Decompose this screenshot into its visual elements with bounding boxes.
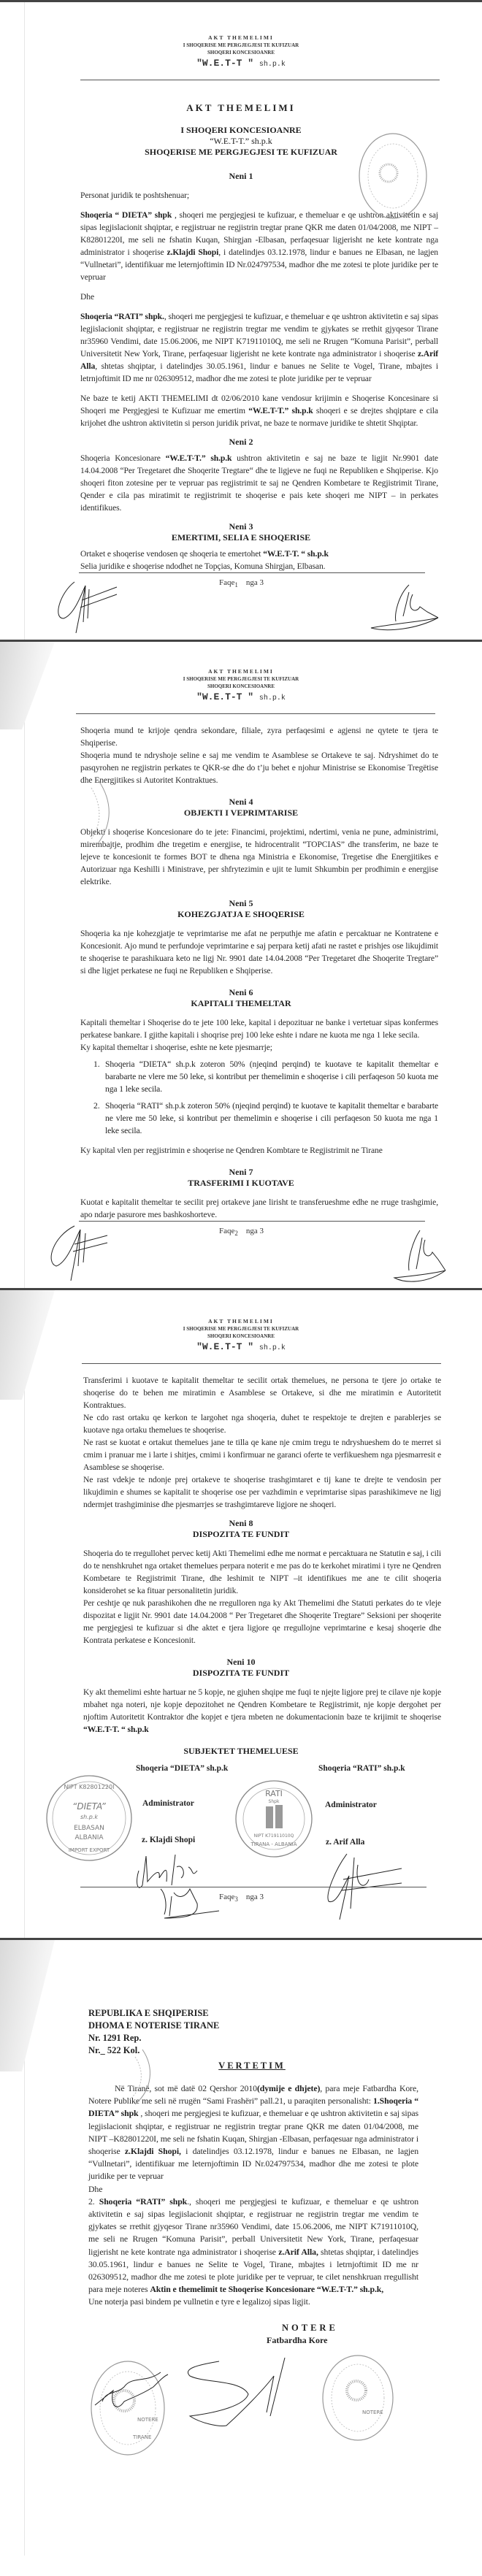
page-label: Faqe (219, 1893, 235, 1901)
founder-role: Administrator (325, 1801, 377, 1809)
running-header-line3: SHOQERI KONCESIOANRE (207, 683, 275, 689)
running-header-line3: SHOQERI KONCESIOANRE (207, 1333, 275, 1339)
paragraph: Personat juridik te poshtshenuar; (80, 191, 190, 200)
article-heading: Neni 10 (226, 1657, 256, 1667)
paragraph: Ky kapital vlen per regjistrimin e shoqerise ne Qendren Kombtare te Regjistrimit ne Tirane (80, 1146, 383, 1155)
article-title: EMERTIMI, SELIA E SHOQERISE (171, 532, 311, 543)
paragraph: Shoqeria mund te ndryshoje seline e saj me vendim te Asamblese se Ortakeve te saj. Ndryshimet do te pasqyrohen ne regjistrin perkates te QKR-se dhe do t’ju behet e njohur Ministrise se Ekonomise Tregëtise dhe Energjitikes si Autoritet Kontraktues. (80, 751, 438, 785)
page-current: 1 (234, 581, 238, 589)
page-current: 2 (234, 1230, 238, 1238)
article-title: KOHEZGJATJA E SHOQERISE (177, 909, 305, 919)
stamp-text: NOTERE (362, 2409, 383, 2415)
page-label: Faqe (219, 1227, 235, 1235)
article-title: DISPOZITA TE FUNDIT (192, 1668, 290, 1678)
share-list-item (93, 1100, 438, 1137)
text: Ortaket e shoqerise vendosen qe shoqeria te emertohet (80, 549, 264, 559)
paragraph: Ne rast se kuotat e ortakut themelues jane te tilla qe kane nje cmim tregu te ndryshueshem do te merret si cmim i pranuar me i larte i shitjes, cmimi i konfirmuar ne garanci oferte te verfikueshem nga pjesmarresit e Asamblese se shoqerise. (83, 1438, 441, 1472)
collection-number: Nr._ 522 Kol. (88, 2045, 140, 2055)
page-label: Faqe (219, 578, 235, 587)
republic-heading: REPUBLIKA E SHQIPERISE (88, 2008, 209, 2018)
page-1 (0, 0, 482, 640)
paragraph (80, 548, 438, 560)
document-subtitle: I SHOQERI KONCESIOANRE (180, 125, 302, 135)
company-name: "W.E.T-T " (196, 1341, 254, 1352)
bold-text: “W.E.T-T. “ sh.p.k (83, 1725, 149, 1734)
stamp-text: TIRANA - ALBANIA (250, 1841, 297, 1847)
paragraph: Dhe (88, 2183, 103, 2194)
share-list-item (93, 1058, 438, 1095)
founder-company-rati: Shoqeria “RATI” sh.p.k (318, 1764, 405, 1773)
paragraph: Objekti i shoqerise Koncesionare do te jete: Financimi, projektimi, ndertimi, venia ne pune, administrimi, mirembajtje, prodhim dhe tregetim e energjise, te hidrocentralit “TOPCIAS” dhe transferim, ne baze te lejeve te koncesionit te formes BOT te dhena nga Ministria e Ekonomise, Tregetise dhe Energjitikes e Autorizuar nga Keshilli i Ministrave, per shfrytezimin e ujit te lumit Shkumbin per prodhimin e energjise elektrike. (80, 827, 438, 886)
article-heading: Neni 4 (229, 797, 253, 807)
footer-rule (79, 572, 425, 573)
page-number (219, 578, 264, 589)
bold-text: Shoqeria “RATI” shpk. (80, 312, 164, 321)
running-header-line2: I SHOQERISE ME PERGJEGJESI TE KUFIZUAR (183, 1326, 299, 1332)
bold-text: “W.E.T-T.” sh.p.k (248, 406, 313, 415)
signature-right (394, 1227, 475, 1285)
list-text: Shoqeria “RATI“ sh.p.k zoteron 50% (njeqind perqind) te kuotave te kapitalit themeltar e barabarte ne vlere me 50 leke, si kontribut per themelimin e shoqerise i cili perfaqeson 50 kuota me nga 1 leke secila. (105, 1101, 438, 1135)
paragraph: Shoqeria ka nje kohezgjatje te veprimtarise me afat ne perputhje me afatin e percaktuar ne Kontratene e Koncesionit. Ajo mund te perfundoje veprimtarine e saj perpara ketij afati ne rastet e prishjes ose likujdimit te shoqerise te parashikuara keto ne ligj Nr. 9901 date 14.04.2008 “Per Tregetaret dhe Shoqerite Tregtare” si dhe ligjet perkatese ne fuqi ne Republiken e Shqiperise. (80, 929, 438, 975)
bold-text: (dymije e dhjete) (256, 2083, 321, 2093)
stamp-text: Shpk (268, 1799, 280, 1804)
notary-seal-area (0, 2353, 482, 2462)
notary-signatures (73, 2361, 402, 2442)
signature-left (45, 1222, 115, 1284)
paragraph: Ky kapital themeltar i shoqerise, eshte ne kete pjesmarrje; (80, 1043, 272, 1052)
company-stamp-dieta (45, 1773, 133, 1864)
paragraph: Selia juridike e shoqerise ndodhet ne Topçias, Komuna Shirgjan, Elbasan. (80, 561, 326, 571)
certificate-body (88, 2196, 418, 2296)
text: , shoqeri me pergjegjesi te kufizuar, e themeluar e qe ushtron aktivitetin e saj sipas legjislacionit shqiptar, e regjistruar ne regjistrin tregtar me vendim te gjykates se rrethit gjyqesor Tirane nr35960 Vendimi, date 15.06.2006, me NIPT K71911010Q, me seli ne Rrugen “Komuna Parisit”, perball Universitetit New York, Tirane, perfaqesuar ligjerisht ne kete kontrate nga administrator i shoqerise (80, 312, 439, 359)
bold-text: 1.Shoqeria “ DIETA” shpk (88, 2096, 418, 2119)
share-list (80, 1058, 438, 1137)
running-header-name (0, 691, 482, 705)
page-total: nga 3 (245, 1893, 264, 1901)
article-title: OBJEKTI I VEPRIMTARISE (183, 808, 299, 818)
article-heading: Neni 3 (229, 521, 253, 532)
paragraph: Kapitali themeltar i Shoqerise do te jete 100 leke, kapital i depozituar ne banke i vertetuar sipas konfermes perkatese bankare. I gjithe kapitali i shoqrise prej 100 leke eshte i ndare ne kuota me nga 1 leke secila. (80, 1018, 438, 1040)
text: Në Tiranë, sot më datë 02 Qershor 2010 (115, 2083, 257, 2093)
bold-text: Aktin e themelimit te Shoqerise Koncesionare “W.E.T-T.” sh.p.k, (150, 2284, 384, 2295)
stamp-text: IMPORT EXPORT (68, 1847, 110, 1853)
founders-block (0, 1763, 482, 1887)
text: shoqeri e se drejtes shqiptare e cila krijohet dhe ushtron aktivitetin si person juridik privat, ne baze te normave juridike te shtetit Shqiptar. (80, 406, 438, 428)
company-suffix: sh.p.k (259, 61, 286, 69)
document-subtitle: “W.E.T-T.” sh.p.k (210, 136, 272, 146)
bold-text: Shoqeria “RATI” shpk (99, 2196, 188, 2207)
running-header-title: AKT THEMELIMI (208, 668, 274, 675)
text: ushtron aktivitetin e saj ne baze te ligjit Nr.9901 date 14.04.2008 “Per Tregetaret dhe Shoqerite Tregtare“ dhe te ligjeve ne fuqi ne Republiken e Shqiperise. Kjo shoqeri fiton zotesine per te vepruar pas regjistrimit te saj ne Qendren Kombetare te Regjistrimit Tirane, Qender e cila pas miratimit te regjistrimit te shoqerise e pais kete shoqeri me NIPT – in perkates identifikues. (80, 453, 438, 513)
page-total: nga 3 (245, 1227, 264, 1235)
list-number: 1. (93, 1059, 100, 1069)
header-rule (76, 713, 435, 714)
page-footer (0, 1887, 482, 1938)
foundation-paragraph (80, 392, 438, 429)
certificate-title: VERTETIM (218, 2061, 286, 2071)
text: shtetas shqiptar, i datelindjes 30.05.1961, lindur e banues ne Selite te Vogel, Tirane, mbajtes i letrnjoftimit ID me nr 026309512, madhor dhe me zotesi te plote juridike per te vepruar, te cilet nenshkruan rregullisht para meje noteres (88, 2246, 419, 2295)
text: i datelindjes 03.12.1978, lindur e banues ne Elbasan, ne lagjen “Vullnetari”, identifikuar me leternjoftimin ID Nr.024797534, madhor dhe me zotesi te plote juridike per te vepruar (88, 2146, 418, 2182)
founder-name: z. Klajdi Shopi (142, 1836, 196, 1844)
article-heading: Neni 1 (229, 171, 253, 181)
signature-left (53, 578, 122, 637)
paragraph: Ne rast vdekje te ndonje prej ortakeve te shoqerise trashgimtaret e tij kane te drejte te vendosin per likujdimin e shumes se kapitalit te shoqerise ose per vazhdimin e veprimtarise sipas parashikimeve ne ligj ndermjet trashgiminise dhe pjesmarrjes se trashgimtareve ligjore ne shoqeri. (83, 1475, 441, 1509)
bold-text: z.Klajdi Shopi (167, 248, 219, 257)
paragraph (83, 1686, 441, 1736)
stamp-text: RATI (265, 1789, 283, 1798)
page-2 (0, 640, 482, 1288)
notary-stamp (356, 131, 429, 226)
page-total: nga 3 (245, 578, 264, 587)
founders-heading: SUBJEKTET THEMELUESE (183, 1746, 299, 1756)
founder-role: Administrator (142, 1799, 194, 1808)
text: , shoqeri me pergjegjesi te kufizuar, e themeluar e qe ushtron aktivitetin e saj sipas legjislacionit shqiptar, e regjistruar ne regjistrin tregtar prane QKR me daten 01/04/2008, me NIPT –K82801220I, me seli ne fshatin Kuqan, Shirgjan -Elbasan, perfaqesuar nga administrator i shoqerise (88, 2108, 418, 2157)
article-heading: Neni 8 (229, 1518, 253, 1528)
running-header-line2: I SHOQERISE ME PERGJEGJESI TE KUFIZUAR (183, 676, 299, 682)
text: , i datelindjes 03.12.1978, lindur e banues ne Elbasan, ne lagjen “Vullnetari”, identifikuar me leternjoftimin ID Nr.024797534, madhor dhe me zotesi te plote juridike per te vepruar (80, 248, 438, 282)
bold-text: z.Klajdi Shopi, (124, 2146, 181, 2157)
paragraph: Une noterja pasi bindem pe vullnetin e tyre e legalizoj sipas ligjit. (88, 2296, 310, 2307)
notary-title: NOTERE (282, 2322, 338, 2333)
stamp-text: ALBANIA (74, 1834, 104, 1841)
text: , shtetas shqiptar, i datelindjes 30.05.1961, lindur e banues ne Selite te Vogel, Tirane, mbajtes i letrnjoftimit ID me nr 026309512, madhor dhe me zotesi te plote juridike per te vepruar (80, 361, 438, 383)
text: Ne baze te ketij AKTI THEMELIMI dt 02/06/2010 kane vendosur krijimin e Shoqerise Koncesinare si Shoqeri me Pergjegjesi te Kufizuar me emertim (80, 394, 438, 415)
notary-stamp-partial (69, 781, 113, 846)
stamp-text: sh.p.k (80, 1814, 99, 1820)
bold-text: z.Arif Alla, (278, 2246, 318, 2257)
article-title: TRASFERIMI I KUOTAVE (188, 1178, 294, 1188)
article-heading: Neni 7 (229, 1167, 253, 1177)
running-header-line2: I SHOQERISE ME PERGJEGJESI TE KUFIZUAR (183, 42, 299, 48)
notary-name: Fatbardha Kore (267, 2334, 328, 2345)
article-heading: Neni 2 (229, 437, 253, 447)
running-header-name (0, 1341, 482, 1354)
stamp-text: ELBASAN (74, 1825, 104, 1832)
running-header-title: AKT THEMELIMI (208, 1318, 274, 1325)
company-name: "W.E.T-T " (196, 691, 254, 702)
text: 2. (88, 2196, 99, 2207)
list-number: 2. (93, 1101, 100, 1111)
text: ., shoqeri me pergjegjesi te kufizuar, e themeluar e qe ushtron aktivitetin e saj sipas legjislacionit shqiptar, e regjistruar ne regjistrin tregtar me vendim te gjykates se rrethit gjyqesor Tirane nr35960 Vendimi, date 15.06.2006, me NIPT K71911010Q, me seli ne Rrugen “Komuna Parisit”, perball Universitetit New York, Tirane, perfaqesuar ligjerisht ne kete kontrate nga administrator i shoqerise (88, 2196, 418, 2257)
bold-text: “W.E.T-T. “ sh.p.k (263, 549, 329, 559)
text: Ky akt themelimi eshte hartuar ne 5 kopje, ne gjuhen shqipe me fuqi te njejte ligjore prej te cilave nje kopje mbahet nga noteri, nje kopje depozitohet ne Qendren Kombetare te Regjistrimit, nje kopje dergohet per njoftim Autoritetit Kontraktor dhe kopjet e tjera mbeten ne dokumentacionin baze te krijimit te shoqerise (83, 1687, 441, 1722)
repertory-number: Nr. 1291 Rep. (88, 2033, 142, 2043)
article-title: KAPITALI THEMELTAR (191, 998, 291, 1008)
running-header-name (0, 58, 482, 71)
company-name: "W.E.T-T " (196, 58, 254, 69)
running-header-title: AKT THEMELIMI (208, 34, 274, 41)
footer-rule (79, 1221, 425, 1222)
founder-company-dieta: Shoqeria “DIETA” sh.p.k (136, 1764, 229, 1773)
article-title: DISPOZITA TE FUNDIT (192, 1529, 290, 1539)
paragraph: Dhe (80, 292, 95, 302)
paragraph (80, 452, 438, 514)
stamp-text: NIPT K82801220I (64, 1784, 115, 1790)
paragraph: Shoqeria do te rregullohet pervec ketij Akti Themelimi edhe me normat e percaktuara ne Statutin e saj, i cili do te nenshkruhet nga ortaket themelues perpara noterit e me pas do te kerkohet miratimi i tyre ne Qendren Kombetare te Regjistrimit Tirane, dhe leshimit te NIPT –it identifikues me ane te cilit shoqeria konsiderohet se ka fituar personalitetin juridik. (83, 1549, 441, 1595)
party-rati-paragraph (80, 310, 438, 385)
stamp-text: NOTERE (137, 2416, 158, 2423)
company-suffix: sh.p.k (259, 1344, 286, 1352)
chamber-heading: DHOMA E NOTERISE TIRANE (88, 2020, 220, 2031)
page-footer (0, 1221, 482, 1288)
paragraph: Ne cdo rast ortaku qe kerkon te largohet nga shoqeria, duhet te respektoje te drejten e parablerjes se kuotave nga ortaku themelues te shoqerise. (83, 1413, 441, 1435)
founder-name: z. Arif Alla (326, 1838, 365, 1847)
page-number (219, 1893, 264, 1903)
document-title: AKT THEMELIMI (186, 102, 296, 113)
page-4 (0, 1938, 482, 2576)
list-text: Shoqeria “DIETA“ sh.p.k zoteron 50% (njeqind perqind) te kuotave te kapitalit themeltar e barabarte ne vlere me 50 leke, si kontribut per themelimin e shoqerise i cili perfaqeson 50 kuota me nga 1 leke secila. (105, 1059, 438, 1094)
page-3 (0, 1288, 482, 1938)
document-subtitle: SHOQERISE ME PERGJEGJESI TE KUFIZUAR (145, 147, 337, 157)
page-number (219, 1227, 264, 1237)
stamp-text: NIPT K71911010Q (253, 1833, 294, 1839)
page-current: 3 (234, 1895, 238, 1904)
paragraph: Shoqeria mund te krijoje qendra sekondare, filiale, zyra perfaqesimi e agjensi ne qytete te tjera te Shqiperise. (80, 726, 438, 748)
text: Shoqeria Koncesionare (80, 453, 166, 463)
text: , shoqeri me pergjegjesi te kufizuar, e themeluar e qe ushtron aktivitetin e saj sipas legjislacionit shqiptar, e regjistruar ne regjistrin tregtar prane QKR me daten 01/04/2008, me NIPT –K82801220I, me seli ne fshatin Kuqan, Shirgjan -Elbasan, perfaqesuar ligjerisht ne kete kontrate nga administrator i shoqerise (80, 210, 438, 257)
stamp-text: TIRANE (133, 2434, 152, 2440)
page-footer (0, 572, 482, 640)
bold-text: z.Arif Alla (80, 349, 438, 371)
running-header-line3: SHOQERI KONCESIOANRE (207, 50, 275, 55)
stamp-text: “DIETA” (72, 1801, 106, 1812)
text: , para meje Fatbardha Kore, Notere Publike me seli në rrugën “Sami Frashëri” pall.21, u paraqiten personalisht: (88, 2083, 418, 2107)
article-heading: Neni 5 (229, 898, 253, 908)
bold-text: Shoqeria “ DIETA” shpk (80, 210, 172, 220)
paragraph: Kuotat e kapitalit themeltar te secilit prej ortakeve jane lirisht te transferueshme edhe ne rruge trashgimie, apo ndarje pasurore mes bashkoshorteve. (80, 1197, 438, 1219)
signature-right (365, 581, 445, 636)
article-heading: Neni 6 (229, 987, 253, 997)
paragraph: Per ceshtje qe nuk parashikohen dhe ne rregulloren nga ky Akt Themelimi dhe Statuti perkates do te vleje dispozitat e ligjit Nr. 9901 date 14.04.2008 “ Per Tregetaret dhe Shoqerite Tregtare” Seksioni per shoqerite me pergjegjesi te kufizuar si dhe aktet e tjera ligjore qe rregullojne veprimtarine e kesaj shoqerie dhe Kontrata perkatese e Koncesionit. (83, 1598, 441, 1645)
paragraph: Transferimi i kuotave te kapitalit themeltar te secilit ortak themelues, ne persona te tjere jo ortake te shoqerise do te behen me miratimin e Asamblese se Ortakeve, si dhe me miratimin e Autoritetit Kontraktues. (83, 1376, 441, 1410)
company-suffix: sh.p.k (259, 694, 286, 702)
bold-text: “W.E.T-T.” sh.p.k (165, 453, 232, 463)
notary-stamp-partial (110, 2050, 153, 2108)
header-rule (82, 1363, 441, 1364)
